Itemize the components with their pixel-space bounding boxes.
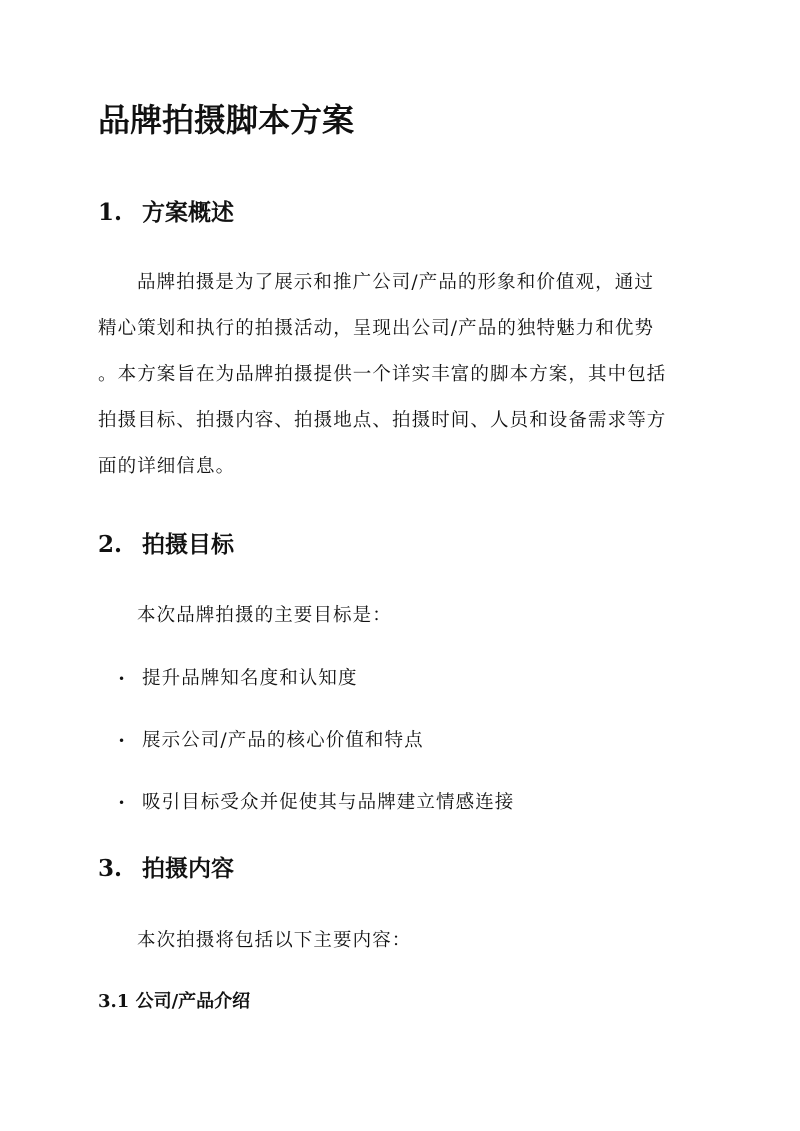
subsection-number: 3.1 <box>98 991 130 1012</box>
goals-intro: 本次品牌拍摄的主要目标是： <box>137 605 392 626</box>
paragraph-line: 面的详细信息。 <box>98 456 236 477</box>
section-title: 拍摄内容 <box>142 855 234 882</box>
bullet-icon: • <box>118 734 127 748</box>
paragraph-line: 。本方案旨在为品牌拍摄提供一个详实丰富的脚本方案，其中包括 <box>98 364 667 385</box>
list-item <box>118 726 424 756</box>
section-title: 方案概述 <box>142 199 234 226</box>
overview-paragraph <box>98 260 718 490</box>
section-number: 1. <box>98 199 123 226</box>
section-title: 拍摄目标 <box>142 531 234 558</box>
subsection-title: 公司/产品介绍 <box>135 991 251 1012</box>
list-item <box>118 788 514 818</box>
subsection-heading <box>98 988 250 1016</box>
list-item <box>118 664 358 694</box>
paragraph-line: 品牌拍摄是为了展示和推广公司/产品的形象和价值观，通过 <box>137 272 654 293</box>
section-heading-content <box>98 852 234 886</box>
bullet-icon: • <box>118 796 127 810</box>
section-heading-goals <box>98 528 234 562</box>
paragraph-line: 精心策划和执行的拍摄活动，呈现出公司/产品的独特魅力和优势 <box>98 318 655 339</box>
list-item-text: 吸引目标受众并促使其与品牌建立情感连接 <box>142 792 515 813</box>
section-number: 2. <box>98 531 123 558</box>
section-heading-overview <box>98 196 234 230</box>
list-item-text: 展示公司/产品的核心价值和特点 <box>142 730 424 751</box>
document-title: 品牌拍摄脚本方案 <box>98 101 355 139</box>
list-item-text: 提升品牌知名度和认知度 <box>142 668 358 689</box>
section-number: 3. <box>98 855 123 882</box>
paragraph-line: 拍摄目标、拍摄内容、拍摄地点、拍摄时间、人员和设备需求等方 <box>98 410 667 431</box>
content-intro: 本次拍摄将包括以下主要内容： <box>137 930 412 951</box>
bullet-icon: • <box>118 672 127 686</box>
